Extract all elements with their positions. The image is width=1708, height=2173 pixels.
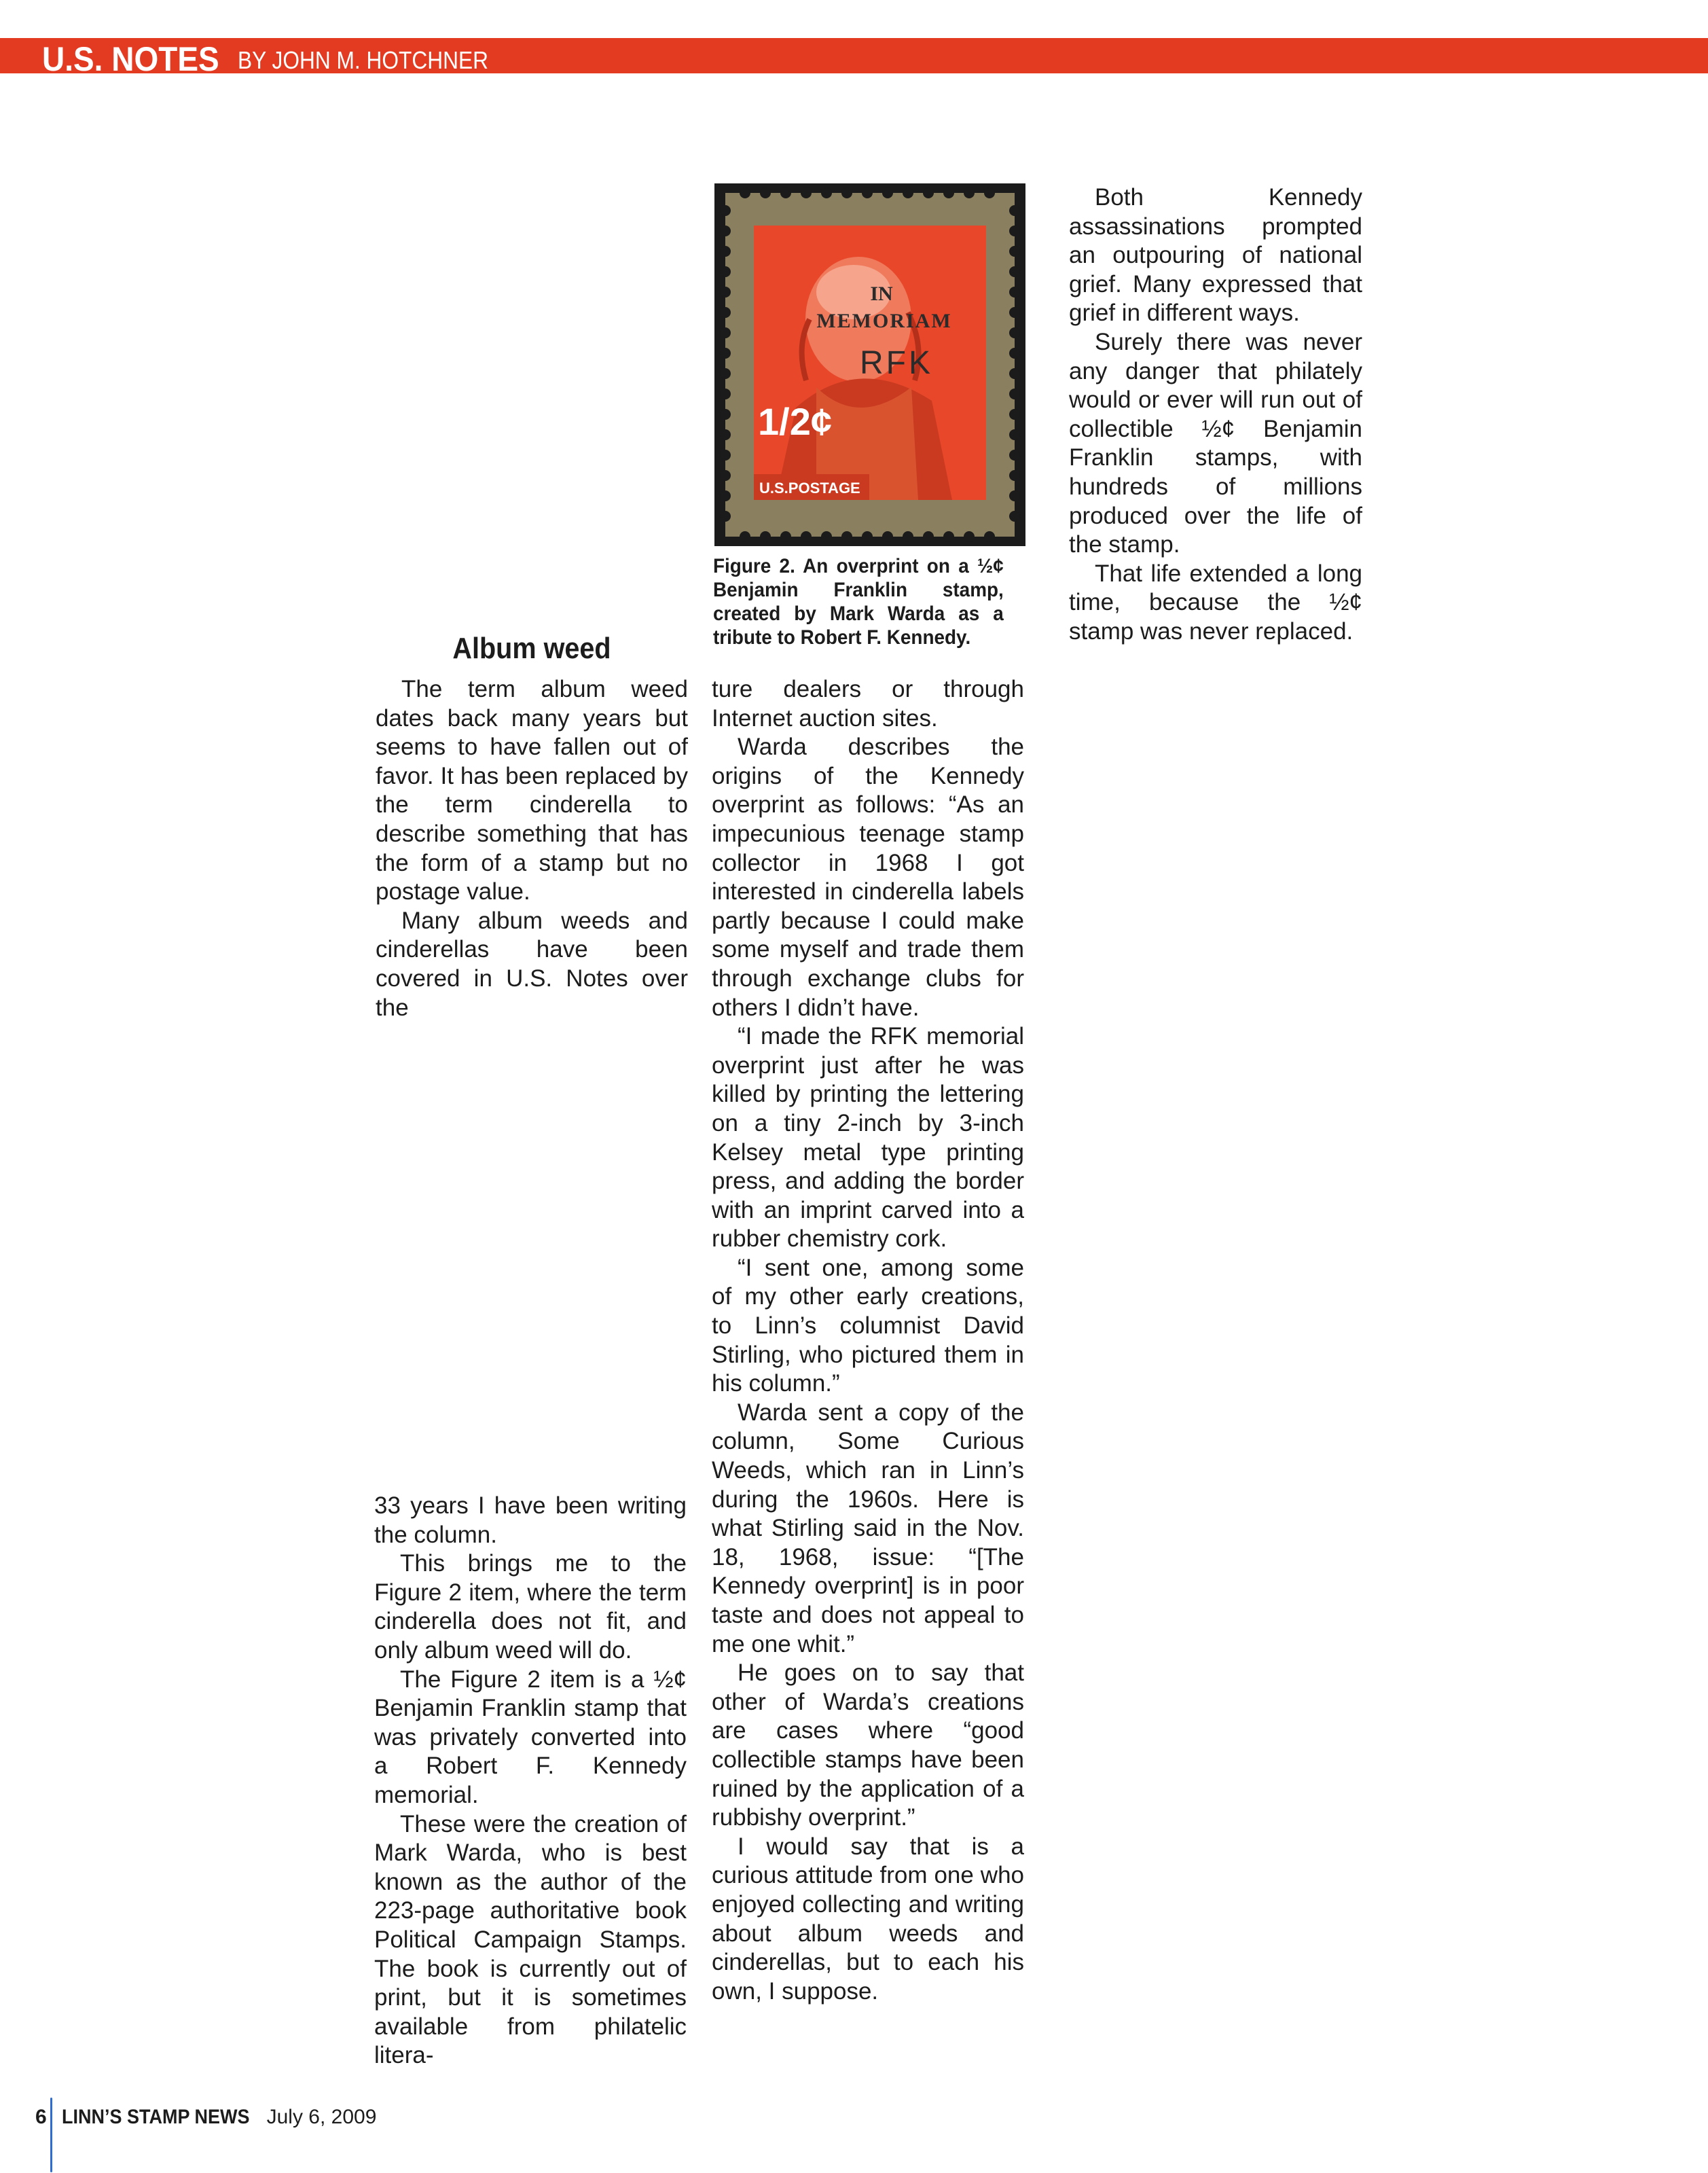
- page-number: 6: [35, 2106, 47, 2128]
- issue-date: July 6, 2009: [266, 2106, 377, 2128]
- paragraph: Warda sent a copy of the column, Some Curious Weeds, which ran in Linn’s during the 1960s. Here is what Stirling said in the Nov. 18, 1968, issue: “[The Kennedy overprint] is in poor taste and does not appeal to me one whit.”: [712, 1399, 1024, 1657]
- figure-2-stamp-image: [714, 183, 1025, 546]
- overprint-line-3: RFK: [860, 345, 933, 381]
- article-column-1-top: [376, 675, 688, 1022]
- column-banner: [0, 38, 1708, 78]
- paragraph: That life extended a long time, because the ½¢ stamp was never replaced.: [1069, 560, 1362, 645]
- stamp-denomination: 1/2¢: [758, 400, 832, 443]
- paragraph: These were the creation of Mark Warda, who is best known as the author of the 223-page authoritative book Political Campaign Stamps. The book is currently out of print, but it is sometimes available from philatelic litera-: [374, 1810, 687, 2069]
- paragraph: Both Kennedy assassinations prompted an outpouring of national grief. Many expressed that grief in different ways.: [1069, 184, 1362, 327]
- paragraph: This brings me to the Figure 2 item, where the term cinderella does not fit, and only album weed will do.: [374, 1550, 687, 1664]
- article-column-1-bottom: [374, 1492, 687, 2070]
- publication-name: LINN’S STAMP NEWS: [62, 2106, 250, 2128]
- section-heading: Album weed: [452, 632, 611, 665]
- paragraph: “I sent one, among some of my other early creations, to Linn’s columnist David Stirling, who pictured them in his column.”: [712, 1254, 1024, 1397]
- page-edge-mark: [50, 2098, 52, 2172]
- paragraph: The term album weed dates back many years but seems to have fallen out of favor. It has been replaced by the term cinderella to describe something that has the form of a stamp but no postage value.: [376, 676, 688, 905]
- paragraph: I would say that is a curious attitude from one who enjoyed collecting and writing about album weeds and cinderellas, but to each his own, I suppose.: [712, 1833, 1024, 2005]
- article-column-2: [712, 675, 1024, 2006]
- article-column-3: [1069, 183, 1362, 647]
- paragraph: Surely there was never any danger that philately would or ever will run out of collectible ½¢ Benjamin Franklin stamps, with hundreds of millions produced over the life of the stamp.: [1069, 328, 1362, 558]
- paragraph: He goes on to say that other of Warda’s creations are cases where “good collectible stamps have been ruined by the application of a rubbishy overprint.”: [712, 1659, 1024, 1831]
- paragraph: Warda describes the origins of the Kennedy overprint as follows: “As an impecunious teenage stamp collector in 1968 I got interested in cinderella labels partly because I could make some myself and trade them through exchange clubs for others I didn’t have.: [712, 734, 1024, 1021]
- paragraph: ture dealers or through Internet auction sites.: [712, 676, 1024, 732]
- page-footer: [35, 2106, 376, 2129]
- paragraph: 33 years I have been writing the column.: [374, 1492, 687, 1548]
- byline: BY JOHN M. HOTCHNER: [238, 46, 489, 74]
- paragraph: Many album weeds and cinderellas have been covered in U.S. Notes over the: [376, 907, 688, 1021]
- figure-caption: Figure 2. An overprint on a ½¢ Benjamin Franklin stamp, created by Mark Warda as a tribute to Robert F. Kennedy.: [713, 555, 1004, 649]
- stamp-postage-label: U.S.POSTAGE: [759, 480, 860, 497]
- paragraph: The Figure 2 item is a ½¢ Benjamin Franklin stamp that was privately converted into a Robert F. Kennedy memorial.: [374, 1666, 687, 1808]
- overprint-line-1: IN: [870, 283, 893, 305]
- overprint-line-2: MEMORIAM: [816, 310, 952, 332]
- paragraph: “I made the RFK memorial overprint just after he was killed by printing the lettering on a tiny 2-inch by 3-inch Kelsey metal type printing press, and adding the border with an imprint carved into a rubber chemistry cork.: [712, 1023, 1024, 1253]
- stamp-illustration: [714, 183, 1025, 546]
- column-name: U.S. NOTES: [42, 40, 219, 78]
